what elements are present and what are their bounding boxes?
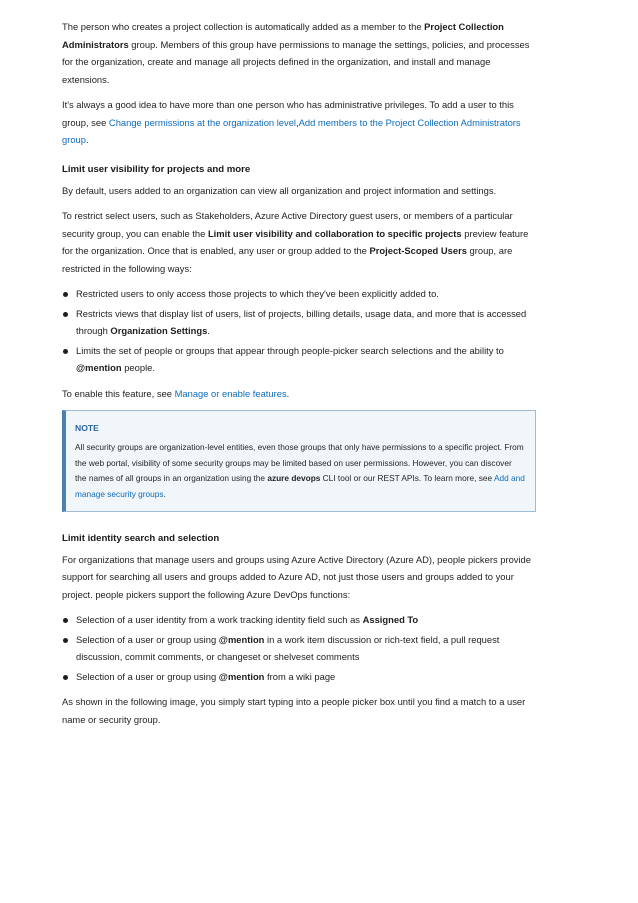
intro-text: The person who creates a project collection is automatically added as a member to the bbox=[62, 21, 425, 32]
list-item bbox=[62, 611, 536, 629]
bullet-icon bbox=[63, 349, 68, 354]
security-groups-link[interactable]: Add and manage security groups bbox=[75, 473, 525, 500]
picker-functions-list bbox=[62, 611, 536, 685]
intro-text-rest: group. Members of this group have permissions to manage the settings, policies, and processes for the organization, create and manage all projects defined in the organization, and install and manage extensions. bbox=[62, 38, 530, 85]
bullet-icon bbox=[63, 638, 68, 643]
period: . bbox=[85, 134, 89, 145]
period: . bbox=[163, 489, 166, 500]
identity-heading: Limit identity search and selection bbox=[62, 532, 220, 544]
enable-text: To enable this feature, see bbox=[62, 387, 175, 399]
mention-label: @mention bbox=[218, 670, 265, 682]
list-item bbox=[62, 631, 536, 666]
restrict-text-mid: preview feature for the organization. Once that is enabled, any user or group added to the bbox=[62, 227, 529, 256]
assigned-to-label: Assigned To bbox=[362, 614, 419, 626]
bullet-icon bbox=[63, 618, 68, 623]
add-user-text: It's always a good idea to have more than one person who has administrative privileges. To add a user to this group, see bbox=[62, 99, 514, 128]
organization-settings-label: Organization Settings bbox=[110, 325, 208, 336]
list-item-text: Selection of a user or group using bbox=[76, 633, 219, 645]
mention-label: @mention bbox=[76, 362, 122, 373]
bullet-icon bbox=[63, 312, 68, 317]
pca-group-name: Project Collection Administrators bbox=[62, 21, 504, 50]
identity-paragraph: For organizations that manage users and groups using Azure Active Directory (Azure AD), people pickers provide support for searching all users and groups added to Azure AD, not just those users and groups added to your project. people pickers support the following Azure DevOps functions: bbox=[62, 553, 531, 600]
project-scoped-users-group: Project-Scoped Users bbox=[369, 245, 467, 256]
restrict-text: To restrict select users, such as Stakeholders, Azure Active Directory guest users, or members of a particular security group, you can enable the bbox=[62, 210, 513, 239]
list-item bbox=[62, 668, 536, 686]
list-item-text: Restricts views that display list of users, list of projects, billing details, usage data, and more that is accessed through bbox=[76, 307, 527, 336]
intro-paragraph-admins bbox=[62, 18, 536, 88]
intro-paragraph-add-user bbox=[62, 96, 536, 149]
note-body bbox=[75, 440, 525, 503]
note-callout bbox=[62, 410, 536, 512]
visibility-default-paragraph: By default, users added to an organization can view all organization and project information and settings. bbox=[62, 184, 497, 196]
list-item-text: Restricted users to only access those projects to which they've been explicitly added to. bbox=[76, 288, 439, 299]
list-item bbox=[62, 305, 536, 340]
list-item bbox=[62, 342, 536, 377]
restrict-text-end: group, are restricted in the following ways: bbox=[62, 245, 513, 274]
bullet-icon bbox=[63, 675, 68, 680]
list-item-text: Selection of a user or group using bbox=[76, 670, 219, 682]
restriction-list bbox=[62, 285, 536, 377]
bullet-icon bbox=[63, 292, 68, 297]
period: . bbox=[207, 325, 210, 336]
list-item-text-end: people. bbox=[121, 362, 155, 373]
manage-features-link[interactable]: Manage or enable features bbox=[174, 387, 287, 399]
visibility-restrict-paragraph bbox=[62, 207, 536, 277]
list-item bbox=[62, 285, 536, 303]
list-item-text-end: from a wiki page bbox=[264, 670, 336, 682]
list-item-text-end: in a work item discussion or rich-text field, a pull request discussion, commit comments, or changeset or shelveset comments bbox=[76, 633, 500, 663]
enable-feature-paragraph bbox=[62, 385, 536, 403]
feature-name: Limit user visibility and collaboration to specific projects bbox=[207, 227, 462, 239]
note-text: All security groups are organization-level entities, even those groups that only have permissions to a specific project. From the web portal, visibility of some security groups may be limited based on user permissions. However, you can discover the names of all groups in an organization using the bbox=[75, 441, 524, 484]
list-item-text: Limits the set of people or groups that appear through people-picker search selections and the ability to bbox=[76, 344, 504, 356]
add-members-link[interactable]: Add members to the Project Collection Administrators group bbox=[62, 116, 521, 145]
people-picker-paragraph: As shown in the following image, you simply start typing into a people picker box until you find a match to a user name or security group. bbox=[62, 696, 526, 725]
note-text-mid: CLI tool or our REST APIs. To learn more, see bbox=[320, 473, 494, 484]
list-item-text: Selection of a user identity from a work tracking identity field such as bbox=[76, 614, 363, 626]
note-title: NOTE bbox=[75, 423, 99, 433]
change-permissions-link[interactable]: Change permissions at the organization level bbox=[108, 116, 297, 128]
visibility-heading: Limit user visibility for projects and more bbox=[62, 163, 251, 175]
link-separator: , bbox=[296, 116, 299, 128]
mention-label: @mention bbox=[218, 633, 265, 645]
cli-tool-name: azure devops bbox=[267, 473, 321, 484]
period: . bbox=[286, 387, 290, 399]
